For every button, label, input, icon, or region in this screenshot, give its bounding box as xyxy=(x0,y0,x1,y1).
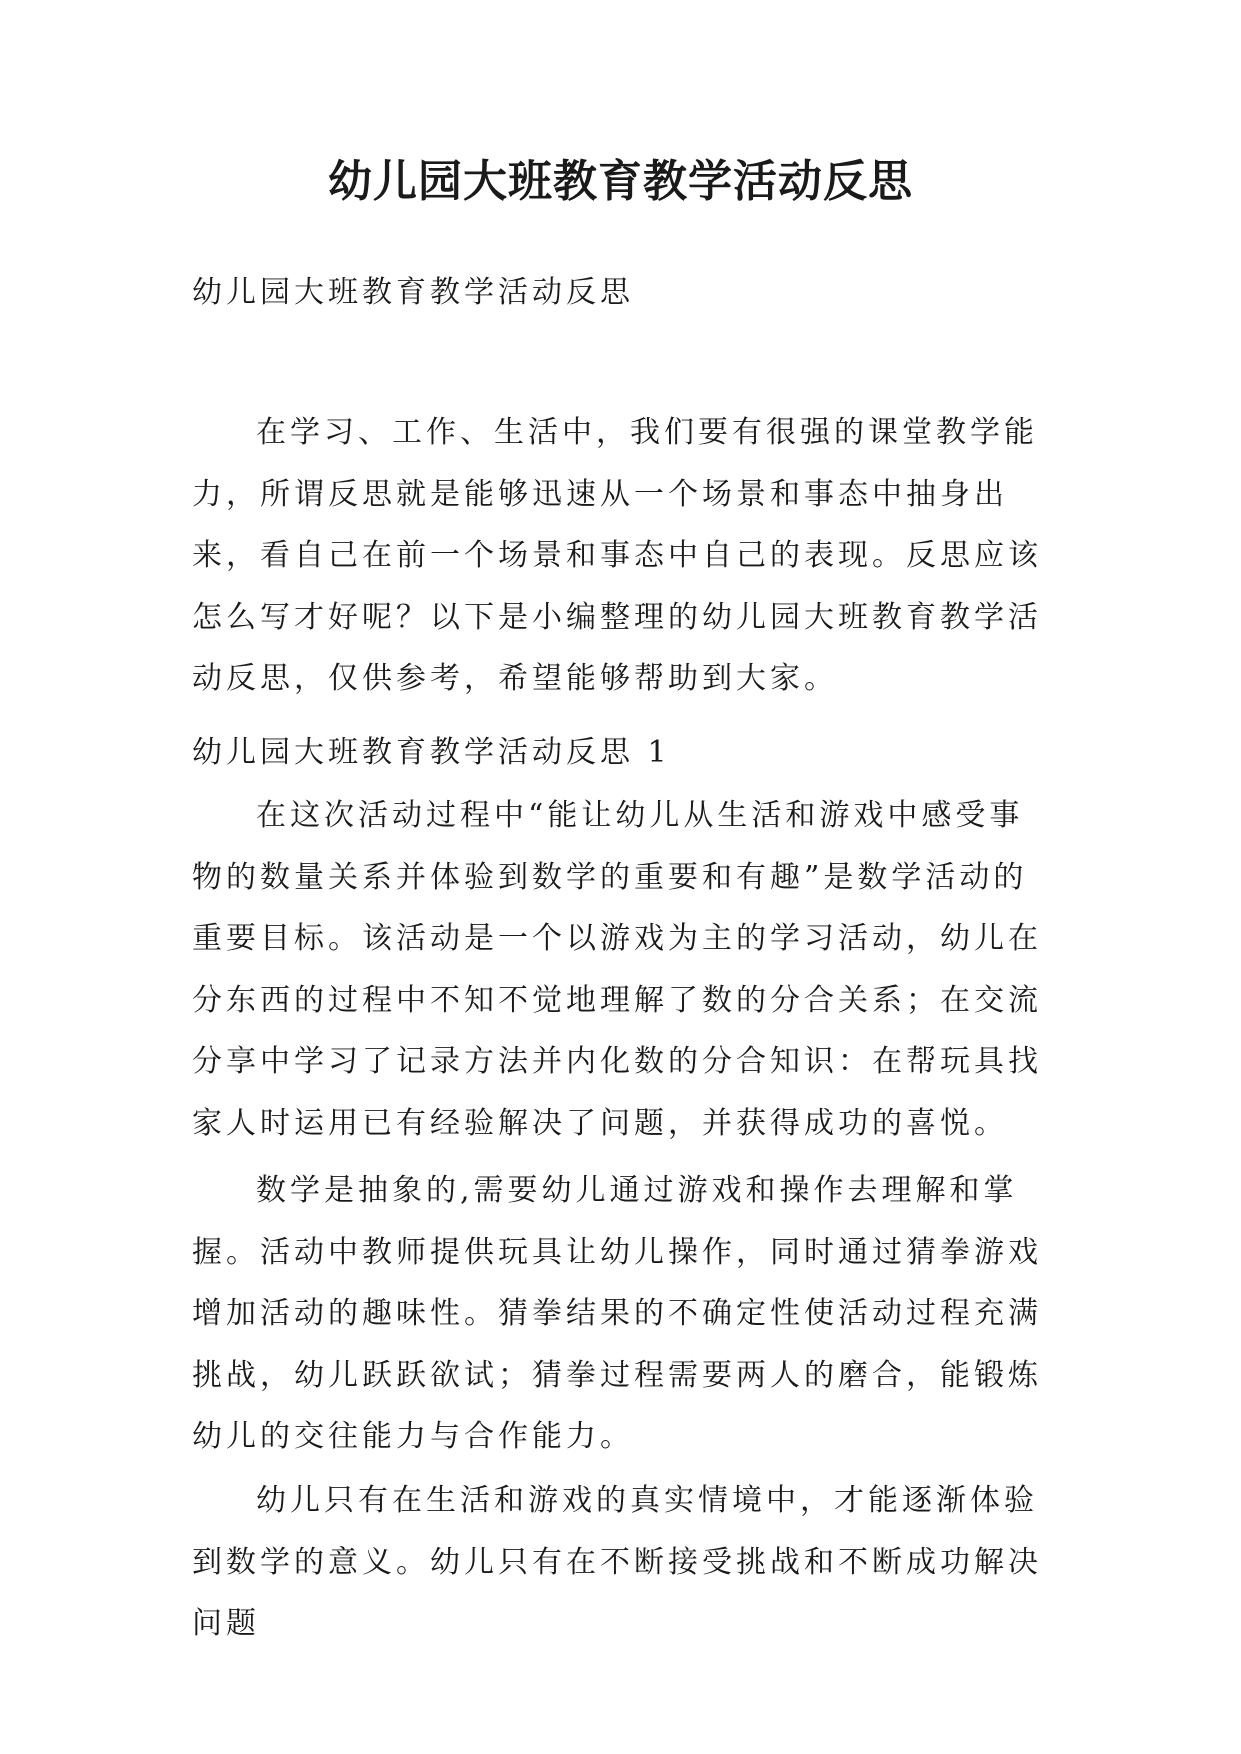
body-paragraph-1: 在这次活动过程中“能让幼儿从生活和游戏中感受事物的数量关系并体验到数学的重要和有趣”是数学活动的重要目标。该活动是一个以游戏为主的学习活动，幼儿在分东西的过程中不知不觉地理解了数的分合关系；在交流分享中学习了记录方法并内化数的分合知识：在帮玩具找家人时运用已有经验解决了问题，并获得成功的喜悦。 xyxy=(192,798,1042,1141)
body-paragraph-2: 数学是抽象的,需要幼儿通过游戏和操作去理解和掌握。活动中教师提供玩具让幼儿操作，同时通过猜拳游戏增加活动的趣味性。猜拳结果的不确定性使活动过程充满挑战，幼儿跃跃欲试；猜拳过程需要两人的磨合，能锻炼幼儿的交往能力与合作能力。 xyxy=(192,1173,1042,1454)
section-heading: 幼儿园大班教育教学活动反思 1 xyxy=(192,735,671,770)
document-subtitle: 幼儿园大班教育教学活动反思 xyxy=(192,275,634,310)
body-paragraph-3: 幼儿只有在生活和游戏的真实情境中，才能逐渐体验到数学的意义。幼儿只有在不断接受挑战和不断成功解决问题 xyxy=(192,1483,1042,1641)
intro-paragraph: 在学习、工作、生活中，我们要有很强的课堂教学能力，所谓反思就是能够迅速从一个场景和事态中抽身出来，看自己在前一个场景和事态中自己的表现。反思应该怎么写才好呢？以下是小编整理的幼儿园大班教育教学活动反思，仅供参考，希望能够帮助到大家。 xyxy=(192,415,1042,696)
document-title: 幼儿园大班教育教学活动反思 xyxy=(328,156,913,207)
